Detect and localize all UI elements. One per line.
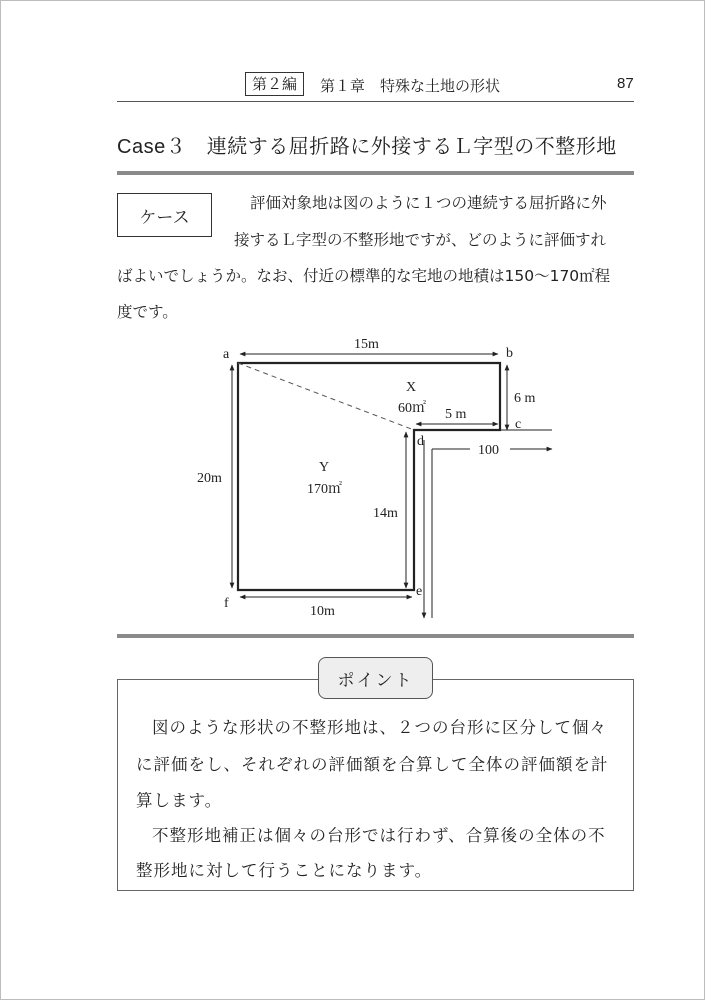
question-line-1: 評価対象地は図のように１つの連続する屈折路に外 [250, 194, 607, 212]
point-f: f [224, 596, 229, 611]
point-line-5: 整形地に対して行うことになります。 [136, 861, 433, 880]
point-b: b [506, 346, 513, 361]
point-line-3: 算します。 [136, 791, 223, 810]
point-c: c [515, 417, 522, 432]
figure-rule [117, 634, 634, 638]
question-line-3: ばよいでしょうか。なお、付近の標準的な宅地の地積は150〜170㎡程 [117, 267, 611, 285]
chapter-title: 第１章 特殊な土地の形状 [320, 77, 501, 95]
dim-inner-label: 14m [373, 506, 398, 521]
case-title: Case３ 連続する屈折路に外接するＬ字型の不整形地 [117, 136, 617, 158]
case-box-label: ケース [117, 193, 212, 237]
point-line-1: 図のような形状の不整形地は、２つの台形に区分して個々 [152, 718, 607, 737]
point-line-2: に評価をし、それぞれの評価額を合算して全体の評価額を計 [136, 755, 609, 774]
region-x-area: 60㎡ [398, 401, 426, 416]
road-label: 100 [478, 443, 499, 458]
division-line [238, 363, 417, 430]
page-number: 87 [617, 75, 634, 92]
question-line-4: 度です。 [117, 303, 178, 321]
point-e: e [416, 584, 423, 599]
point-line-4: 不整形地補正は個々の台形では行わず、合算後の全体の不 [152, 826, 606, 845]
part-label: 第２編 [245, 72, 304, 96]
region-x-name: X [406, 380, 417, 395]
dim-top-label: 15m [354, 337, 379, 352]
question-line-2: 接するＬ字型の不整形地ですが、どのように評価すれ [234, 231, 607, 249]
dim-right-label: 6 m [514, 391, 536, 406]
dim-notch-label: 5 m [445, 407, 467, 422]
point-label: ポイント [318, 657, 433, 699]
region-y-area: 170㎡ [307, 482, 342, 497]
dim-left-label: 20m [197, 471, 222, 486]
point-a: a [223, 347, 230, 362]
point-d: d [417, 434, 424, 449]
region-y-name: Y [319, 460, 330, 475]
dim-bottom-label: 10m [310, 604, 335, 619]
lot-outline [238, 363, 500, 590]
